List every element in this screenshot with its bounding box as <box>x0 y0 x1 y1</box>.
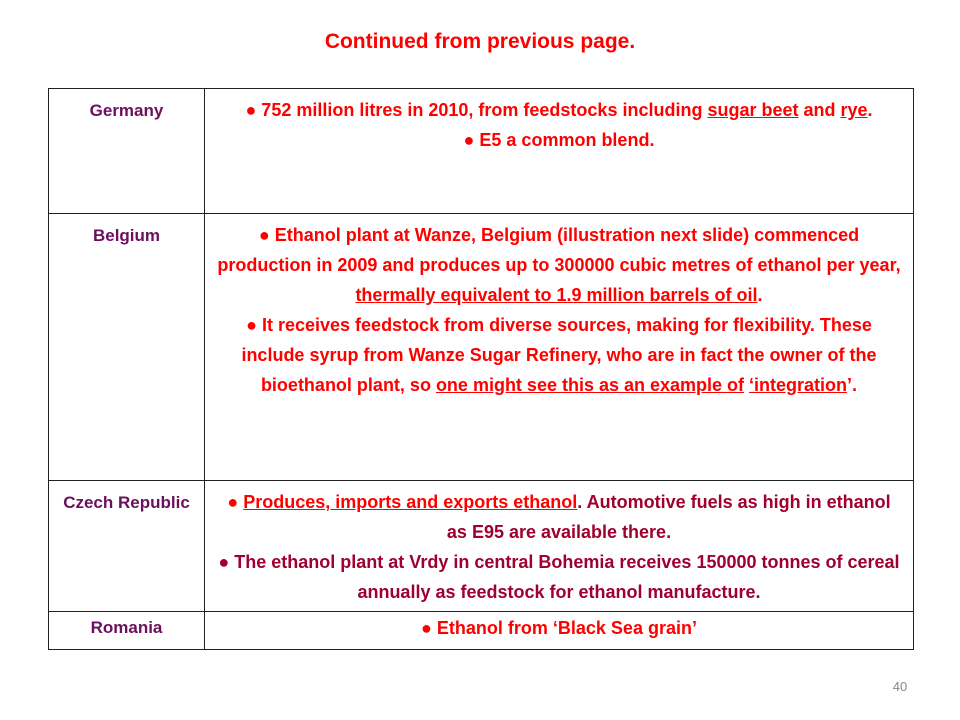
table-row-czech-republic <box>49 481 914 612</box>
description-paragraph: ● The ethanol plant at Vrdy in central Bohemia receives 150000 tonnes of cereal annually as feedstock for ethanol manufacture. <box>218 552 900 602</box>
description-paragraph: ● Produces, imports and exports ethanol. Automotive fuels as high in ethanol as E95 are available there. <box>227 492 891 542</box>
country-name: Belgium <box>49 214 205 481</box>
country-name: Romania <box>49 612 205 650</box>
country-name: Czech Republic <box>49 481 205 612</box>
underlined-text: sugar beet <box>707 100 799 120</box>
underlined-text: Produces, imports and exports ethanol <box>243 492 578 512</box>
country-description <box>205 214 914 481</box>
underlined-text: ‘integration <box>749 375 848 395</box>
underlined-text: rye <box>840 100 868 120</box>
country-table <box>48 88 914 650</box>
slide-title: Continued from previous page. <box>324 30 636 53</box>
country-description <box>205 89 914 214</box>
description-paragraph: ● Ethanol plant at Wanze, Belgium (illustration next slide) commenced production in 2009 and produces up to 300000 cubic metres of ethanol per year, thermally equivalent to 1.9 million barrels of oil. <box>217 225 901 305</box>
description-line: ● E5 a common blend. <box>463 130 655 150</box>
country-description: ● Ethanol from ‘Black Sea grain’ <box>205 612 914 650</box>
page-number: 40 <box>892 679 908 694</box>
description-line: ● 752 million litres in 2010, from feedstocks including sugar beet and rye. <box>245 100 873 120</box>
country-name: Germany <box>49 89 205 214</box>
underlined-text: one might see this as an example of <box>435 375 745 395</box>
table-row-germany <box>49 89 914 214</box>
table-row-romania <box>49 612 914 650</box>
table-row-belgium <box>49 214 914 481</box>
country-description <box>205 481 914 612</box>
description-paragraph: ● It receives feedstock from diverse sources, making for flexibility. These include syrup from Wanze Sugar Refinery, who are in fact the owner of the bioethanol plant, so one might see this as an example of ‘integration’. <box>241 315 877 395</box>
underlined-text: thermally equivalent to 1.9 million barrels of oil <box>355 285 758 305</box>
